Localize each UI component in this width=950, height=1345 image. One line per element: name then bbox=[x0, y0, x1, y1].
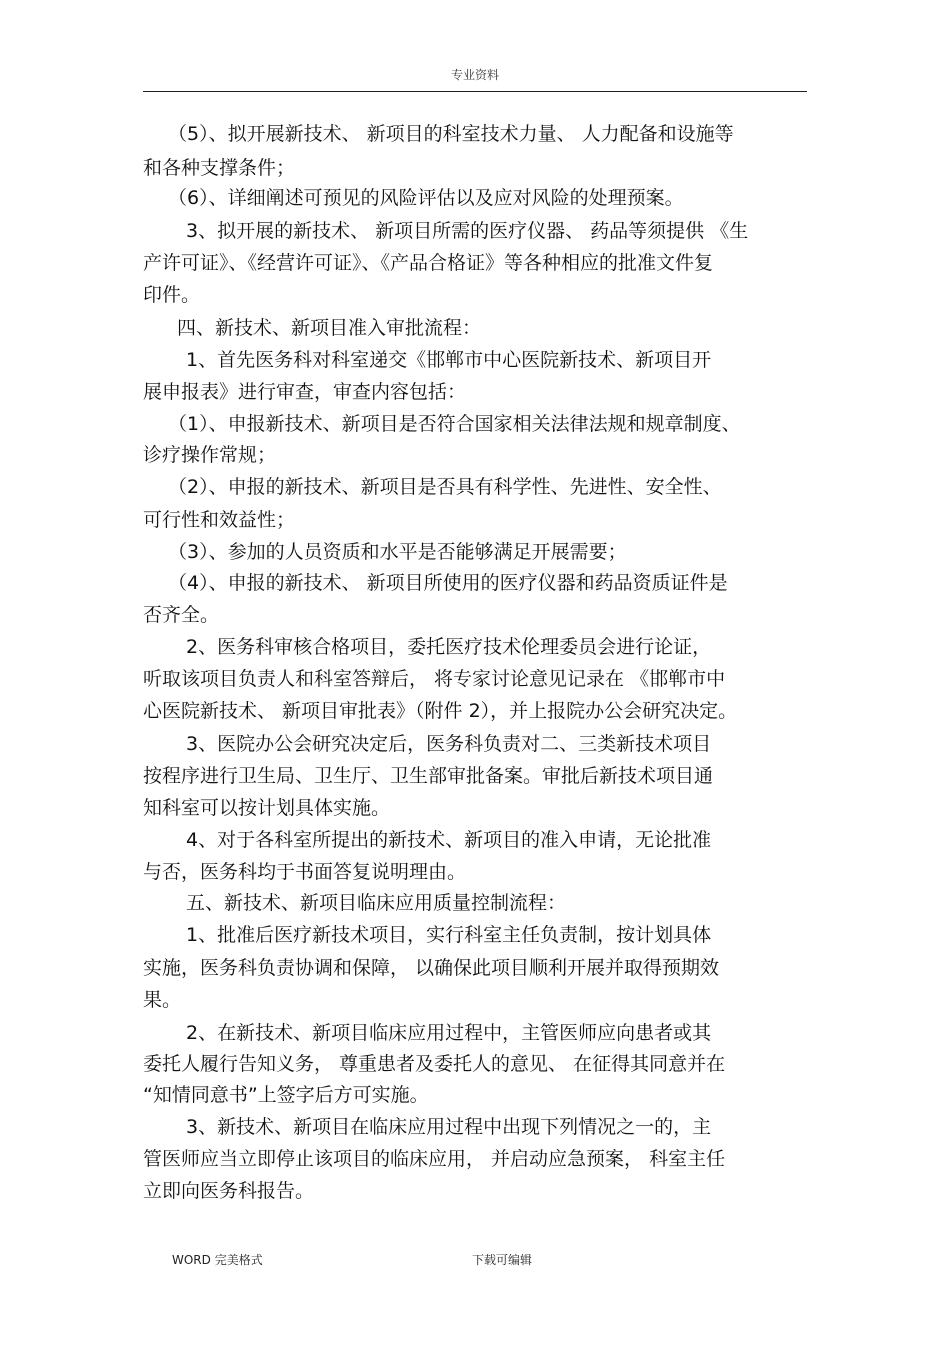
text-line: 与否，医务科均于书面答复说明理由。 bbox=[143, 861, 467, 883]
text-line: 2、医务科审核合格项目，委托医疗技术伦理委员会进行论证， bbox=[186, 636, 712, 658]
text-line: 知科室可以按计划具体实施。 bbox=[143, 797, 391, 819]
text-line: 立即向医务科报告。 bbox=[143, 1180, 315, 1202]
text-line: 可行性和效益性； bbox=[143, 509, 296, 531]
text-line: （2）、申报的新技术、新项目是否具有科学性、先进性、安全性、 bbox=[168, 476, 722, 498]
text-line: 五、新技术、新项目临床应用质量控制流程： bbox=[186, 892, 567, 914]
text-line: 1、首先医务科对科室递交《邯郸市中心医院新技术、新项目开 bbox=[186, 349, 712, 371]
text-line: 展申报表》进行审查，审查内容包括： bbox=[143, 381, 467, 403]
text-line: 4、对于各科室所提出的新技术、新项目的准入申请，无论批准 bbox=[186, 829, 712, 851]
header-rule bbox=[143, 91, 807, 92]
text-line: 委托人履行告知义务， 尊重患者及委托人的意见、 在征得其同意并在 bbox=[143, 1053, 726, 1075]
text-line: 否齐全。 bbox=[143, 604, 220, 626]
text-line: （1）、申报新技术、新项目是否符合国家相关法律法规和规章制度、 bbox=[168, 413, 741, 435]
text-line: 3、新技术、新项目在临床应用过程中出现下列情况之一的，主 bbox=[186, 1116, 712, 1138]
text-line: 3、医院办公会研究决定后，医务科负责对二、三类新技术项目 bbox=[186, 733, 712, 755]
footer-format-label: WORD 完美格式 bbox=[172, 1253, 263, 1267]
header-title: 专业资料 bbox=[450, 68, 499, 82]
text-line: 诊疗操作常规； bbox=[143, 444, 277, 466]
text-line: 1、批准后医疗新技术项目，实行科室主任负责制，按计划具体 bbox=[186, 924, 712, 946]
text-line: 3、拟开展的新技术、 新项目所需的医疗仪器、 药品等须提供 《生 bbox=[186, 220, 749, 242]
footer-download-label: 下载可编辑 bbox=[472, 1253, 533, 1267]
text-line: 产许可证》、《经营许可证》、《产品合格证》等各种相应的批准文件复 bbox=[143, 252, 714, 274]
text-line: 四、新技术、新项目准入审批流程： bbox=[177, 317, 482, 339]
text-line: 按程序进行卫生局、卫生厅、卫生部审批备案。审批后新技术项目通 bbox=[143, 765, 714, 787]
text-line: 听取该项目负责人和科室答辩后， 将专家讨论意见记录在 《邯郸市中 bbox=[143, 668, 726, 690]
text-line: 果。 bbox=[143, 989, 182, 1011]
text-line: 和各种支撑条件； bbox=[143, 157, 296, 179]
text-line: 2、在新技术、新项目临床应用过程中，主管医师应向患者或其 bbox=[186, 1022, 712, 1044]
text-line: 印件。 bbox=[143, 284, 201, 306]
text-line: （5）、拟开展新技术、 新项目的科室技术力量、 人力配备和设施等 bbox=[168, 123, 734, 145]
text-line: 心医院新技术、 新项目审批表》（附件 2），并上报院办公会研究决定。 bbox=[143, 700, 738, 722]
text-line: 管医师应当立即停止该项目的临床应用， 并启动应急预案， 科室主任 bbox=[143, 1148, 726, 1170]
text-line: （3）、参加的人员资质和水平是否能够满足开展需要； bbox=[168, 541, 627, 563]
text-line: （6）、详细阐述可预见的风险评估以及应对风险的处理预案。 bbox=[168, 187, 684, 209]
text-line: （4）、申报的新技术、 新项目所使用的医疗仪器和药品资质证件是 bbox=[168, 572, 728, 594]
text-line: “知情同意书”上签字后方可实施。 bbox=[143, 1084, 429, 1106]
text-line: 实施，医务科负责协调和保障， 以确保此项目顺利开展并取得预期效 bbox=[143, 957, 720, 979]
